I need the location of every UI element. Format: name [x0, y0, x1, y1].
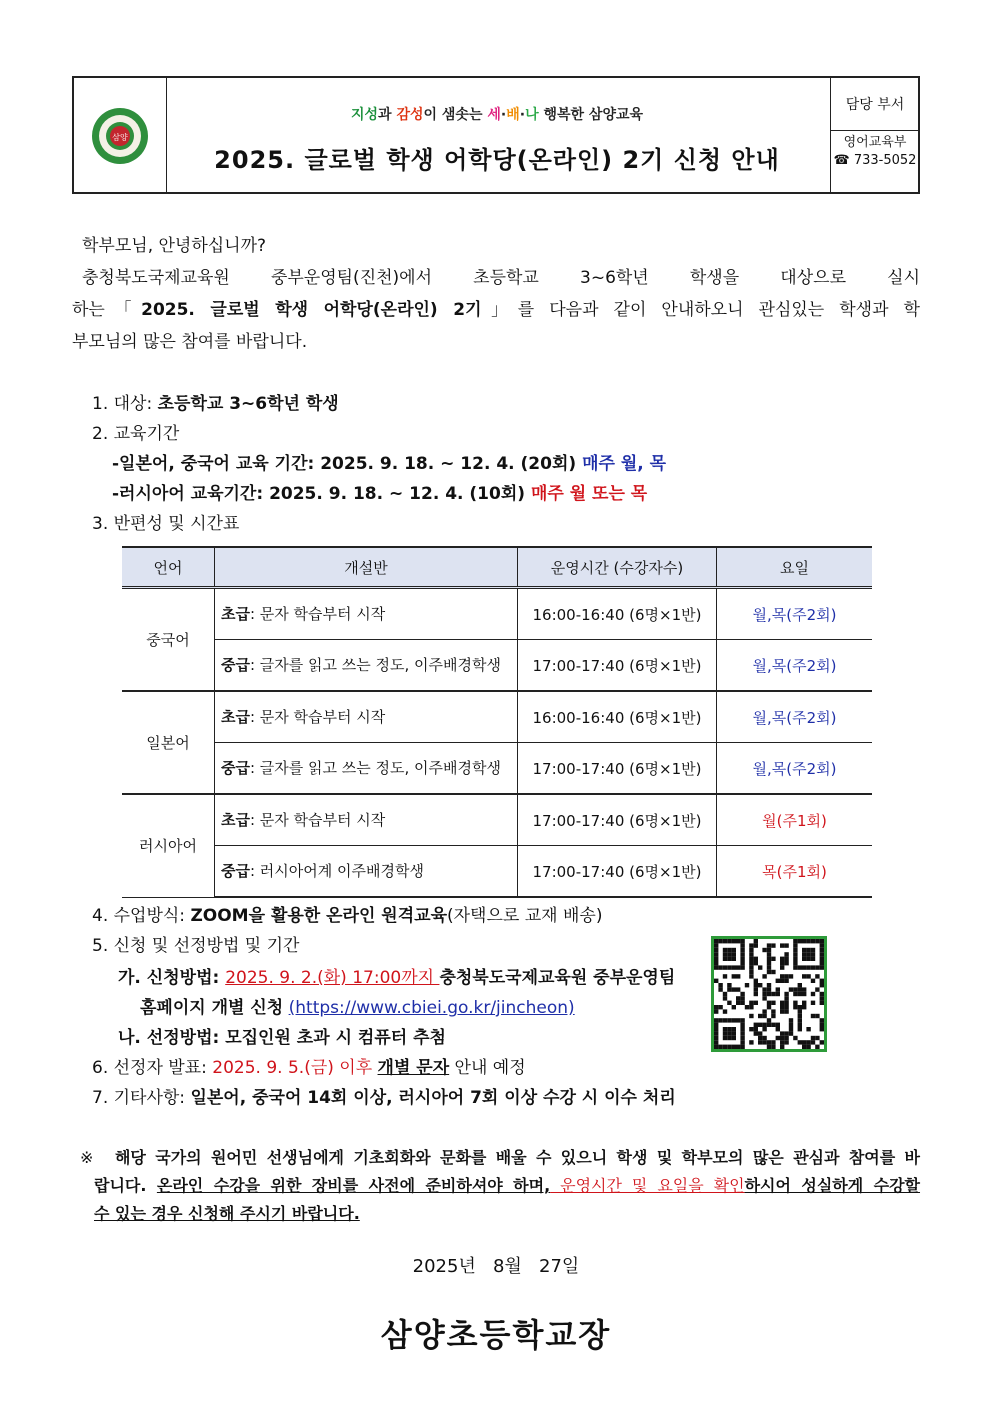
school-logo [90, 106, 150, 166]
language-cell: 러시아어 [122, 794, 215, 897]
time-cell: 17:00-17:40 (6명×1반) [518, 794, 717, 846]
dept-name: 영어교육부 [843, 135, 907, 150]
document-header [72, 76, 920, 194]
notice-line-3: 수 있는 경우 신청해 주시기 바랍니다. [94, 1204, 360, 1223]
department-cell [830, 78, 919, 192]
table-row [122, 743, 872, 795]
day-cell: 월,목(주2회) [717, 743, 873, 795]
timetable [122, 546, 872, 898]
day-cell: 월,목(주2회) [717, 640, 873, 692]
item-5-a-line2: 홈페이지 개별 신청 (https://www.cbiei.go.kr/jincheon) [140, 998, 575, 1018]
notice-line-1: ※ 해당 국가의 원어민 선생님에게 기초회화와 문화를 배울 수 있으니 학생 및 학부모의 많은 관심과 참여를 바 [80, 1148, 921, 1167]
dept-info [831, 134, 919, 170]
application-url-link[interactable]: (https://www.cbiei.go.kr/jincheon) [288, 998, 575, 1018]
header-class: 개설반 [215, 547, 518, 588]
item-2: 2. 교육기간 [92, 424, 180, 444]
table-row [122, 640, 872, 692]
greeting: 학부모님, 안녕하십니까? [82, 236, 267, 256]
time-cell: 16:00-16:40 (6명×1반) [518, 588, 717, 640]
notice-line-2: 랍니다. 온라인 수강을 위한 장비를 사전에 준비하셔야 하며, 운영시간 및 요일을 확인하시어 성실하게 수강할 [94, 1176, 921, 1195]
svg-text:삼양: 삼양 [112, 133, 128, 142]
dept-label: 담당 부서 [831, 78, 919, 131]
class-cell: 중급: 글자를 읽고 쓰는 정도, 이주배경학생 [215, 640, 518, 692]
time-cell: 17:00-17:40 (6명×1반) [518, 640, 717, 692]
item-3: 3. 반편성 및 시간표 [92, 514, 240, 534]
time-cell: 17:00-17:40 (6명×1반) [518, 743, 717, 795]
qr-code-icon [714, 939, 824, 1049]
class-cell: 중급: 러시아어계 이주배경학생 [215, 846, 518, 898]
principal-signature: 삼양초등학교장 [380, 1316, 612, 1354]
item-5: 5. 신청 및 선정방법 및 기간 [92, 936, 300, 956]
day-cell: 목(주1회) [717, 846, 873, 898]
table-row [122, 691, 872, 743]
table-row [122, 846, 872, 898]
table-row [122, 588, 872, 640]
table-header-row [122, 547, 872, 588]
language-cell: 일본어 [122, 691, 215, 794]
item-1: 1. 대상: 초등학교 3~6학년 학생 [92, 394, 339, 414]
item-2-b: -러시아어 교육기간: 2025. 9. 18. ~ 12. 4. (10회) 매주 월 또는 목 [112, 484, 648, 504]
document-title: 2025. 글로벌 학생 어학당(온라인) 2기 신청 안내 [214, 146, 780, 174]
qr-code[interactable] [711, 936, 827, 1052]
item-5-b: 나. 선정방법: 모집인원 초과 시 컴퓨터 추첨 [118, 1028, 446, 1048]
class-cell: 초급: 문자 학습부터 시작 [215, 588, 518, 640]
class-cell: 초급: 문자 학습부터 시작 [215, 691, 518, 743]
intro-line-2: 하는「2025. 글로벌 학생 어학당(온라인) 2기」를 다음과 같이 안내하오니 관심있는 학생과 학 [72, 300, 920, 320]
item-2-a: -일본어, 중국어 교육 기간: 2025. 9. 18. ~ 12. 4. (20회) 매주 월, 목 [112, 454, 667, 474]
class-cell: 초급: 문자 학습부터 시작 [215, 794, 518, 846]
time-cell: 17:00-17:40 (6명×1반) [518, 846, 717, 898]
header-time: 운영시간 (수강자수) [518, 547, 717, 588]
language-cell: 중국어 [122, 588, 215, 692]
dept-phone: ☎ 733-5052 [833, 153, 917, 168]
intro-line-3: 부모님의 많은 참여를 바랍니다. [72, 332, 308, 352]
title-cell [166, 78, 828, 192]
item-5-a: 가. 신청방법: 2025. 9. 2.(화) 17:00까지 충청북도국제교육원 중부운영팀 [118, 968, 676, 988]
table-row [122, 794, 872, 846]
item-7: 7. 기타사항: 일본어, 중국어 14회 이상, 러시아어 7회 이상 수강 시 이수 처리 [92, 1088, 676, 1108]
intro-line-1: 충청북도국제교육원 중부운영팀(진천)에서 초등학교 3~6학년 학생을 대상으로 실시 [82, 268, 920, 288]
day-cell: 월,목(주2회) [717, 691, 873, 743]
day-cell: 월(주1회) [717, 794, 873, 846]
time-cell: 16:00-16:40 (6명×1반) [518, 691, 717, 743]
header-day: 요일 [717, 547, 873, 588]
notice-paragraph [80, 1144, 920, 1228]
header-language: 언어 [122, 547, 215, 588]
logo-cell [74, 78, 167, 192]
document-date: 2025년 8월 27일 [412, 1256, 580, 1277]
day-cell: 월,목(주2회) [717, 588, 873, 640]
class-cell: 중급: 글자를 읽고 쓰는 정도, 이주배경학생 [215, 743, 518, 795]
school-motto: 지성과 감성이 샘솟는 세·배·나 행복한 삼양교육 [350, 107, 644, 123]
item-6: 6. 선정자 발표: 2025. 9. 5.(금) 이후 개별 문자 안내 예정 [92, 1058, 526, 1078]
item-4: 4. 수업방식: ZOOM을 활용한 온라인 원격교육(자택으로 교재 배송) [92, 906, 603, 926]
